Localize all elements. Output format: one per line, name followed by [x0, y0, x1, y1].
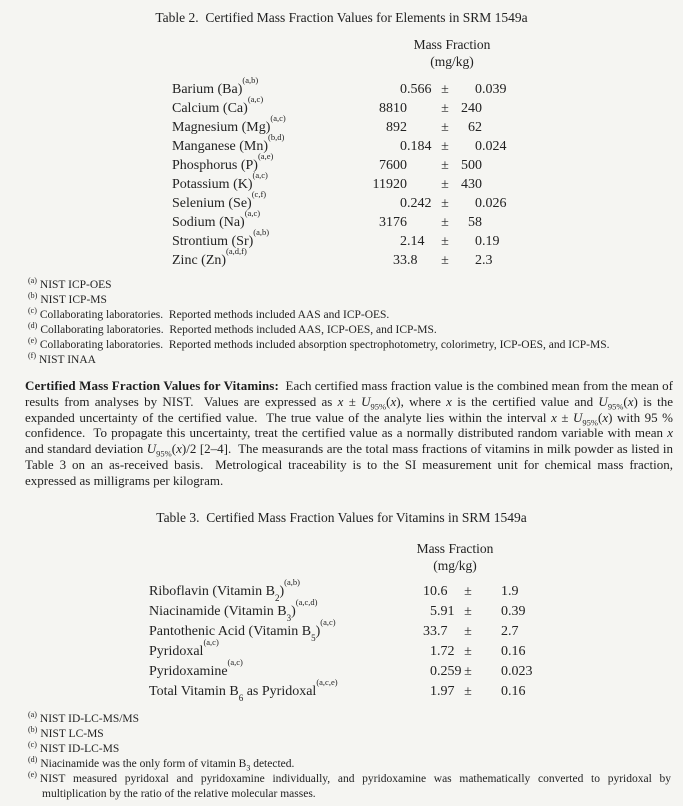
- table-row: [0, 208, 683, 232]
- table2-column-header: [367, 36, 537, 70]
- analyte-name: Pyridoxal$^{(a,c)}$: [149, 637, 219, 659]
- value-fraction-part: [407, 156, 435, 175]
- plus-minus-sign: ±: [441, 120, 449, 135]
- vitamins-paragraph: Certified Mass Fraction Values for Vitamins: Each certified mass fraction value is the combined mean from the mean of results from analyses by NIST. Values are expressed as $x \pm U_{95\%}(x)$, where x is the certified value and $U_{95\%}(x)$ is the expanded uncertainty of the certified value. The true value of the analyte lies within the interval $x \pm U_{95\%}(x)$ with 95 % confidence. To propagate this uncertainty, treat the certified value as a normally distributed random variable with mean x and standard deviation $U_{95\%}(x)/2$ [2–4]. The measurands are the total mass fractions of vitamins in milk powder as listed in Table 3 on an as-received basis. Metrological traceability is to the SI measurement unit for chemical mass fraction, expressed as milligrams per kilogram.: [25, 378, 677, 488]
- table3-rows: [0, 577, 683, 703]
- footnote-marker: (c): [28, 306, 37, 316]
- table-row: [0, 677, 683, 703]
- uncertainty-fraction-part: .16: [508, 644, 526, 659]
- uncertainty-fraction-part: .19: [482, 234, 500, 249]
- table-row: [0, 597, 683, 623]
- footnote: [28, 353, 671, 368]
- value-integer-part: 1: [430, 684, 437, 699]
- table-row: [0, 657, 683, 682]
- footnote-text: Collaborating laboratories. Reported methods included AAS, ICP-OES, and ICP-MS.: [40, 324, 437, 336]
- value-integer-part: 10: [423, 584, 437, 599]
- footnote: [28, 323, 671, 338]
- value-fraction-part: .6: [437, 584, 448, 599]
- plus-minus-sign: ±: [441, 158, 449, 173]
- value-integer-part: 33: [393, 253, 407, 268]
- footnote-text: Collaborating laboratories. Reported methods included absorption spectrophotometry, colorimetry, ICP-OES, and ICP-MS.: [39, 339, 610, 351]
- table3-footnotes: [0, 712, 683, 802]
- plus-minus-sign: ±: [441, 139, 449, 154]
- footnote-text: NIST ICP-MS: [40, 294, 107, 306]
- uncertainty-integer-part: 0: [501, 684, 508, 699]
- value-integer-part: 0: [400, 139, 407, 154]
- plus-minus-sign: ±: [464, 604, 472, 619]
- value-fraction-part: [407, 99, 435, 118]
- value-fraction-part: [407, 213, 435, 232]
- uncertainty-fraction-part: .39: [508, 604, 526, 619]
- footnote-text: Collaborating laboratories. Reported methods included AAS and ICP-OES.: [39, 309, 390, 321]
- uncertainty-integer-part: 0: [475, 234, 482, 249]
- value-fraction-part: .91: [437, 604, 455, 619]
- uncertainty-integer-part: 62: [468, 120, 482, 135]
- value-integer-part: 0: [400, 196, 407, 211]
- value-fraction-part: .242: [407, 196, 432, 211]
- value-integer-part: 0: [400, 82, 407, 97]
- plus-minus-sign: ±: [441, 196, 449, 211]
- table-row: [0, 617, 683, 643]
- value-fraction-part: .97: [437, 684, 455, 699]
- analyte-name: Potassium $(K)^{(a,c)}$: [172, 170, 268, 192]
- uncertainty-integer-part: 0: [501, 664, 508, 679]
- analyte-name: Selenium $(Se)^{(c,f)}$: [172, 189, 267, 211]
- value-fraction-part: .184: [407, 139, 432, 154]
- table2-footnotes: [0, 278, 683, 368]
- footnote-text: NIST ID-LC-MS: [39, 743, 120, 755]
- table3-column-header: [370, 540, 540, 574]
- value-fraction-part: .14: [407, 234, 425, 249]
- plus-minus-sign: ±: [441, 101, 449, 116]
- plus-minus-sign: ±: [441, 82, 449, 97]
- table-row: [0, 132, 683, 156]
- uncertainty-integer-part: 500: [461, 158, 482, 173]
- table3-header-line1: Mass Fraction: [416, 541, 494, 556]
- table-row: [0, 151, 683, 175]
- footnote-text: NIST ICP-OES: [39, 279, 112, 291]
- value-integer-part: 7600: [379, 158, 407, 173]
- table-row: [0, 75, 683, 99]
- uncertainty-integer-part: 0: [475, 139, 482, 154]
- analyte-name: Phosphorus $(P)^{(a,e)}$: [172, 151, 274, 173]
- plus-minus-sign: ±: [464, 624, 472, 639]
- uncertainty-fraction-part: [482, 118, 683, 137]
- analyte-name: Sodium $(Na)^{(a,c)}$: [172, 208, 261, 230]
- value-integer-part: 11920: [372, 177, 407, 192]
- table-row: [0, 246, 683, 270]
- footnote-marker: (f): [28, 351, 36, 361]
- footnote: [28, 742, 671, 757]
- uncertainty-fraction-part: [482, 99, 683, 118]
- footnote: [28, 727, 671, 742]
- table-row: [0, 113, 683, 137]
- footnote-marker: (a): [28, 710, 37, 720]
- uncertainty-integer-part: 430: [461, 177, 482, 192]
- footnote: [28, 293, 671, 308]
- analyte-name: Magnesium $(Mg)^{(a,c)}$: [172, 113, 286, 135]
- value-integer-part: 0: [430, 664, 437, 679]
- value-integer-part: 3176: [379, 215, 407, 230]
- value-fraction-part: .8: [407, 253, 418, 268]
- value-integer-part: 892: [386, 120, 407, 135]
- plus-minus-sign: ±: [464, 584, 472, 599]
- footnote-marker: (a): [28, 276, 37, 286]
- analyte-name: Strontium $(Sr)^{(a,b)}$: [172, 227, 270, 249]
- table-row: [0, 170, 683, 194]
- value-integer-part: 33: [423, 624, 437, 639]
- analyte-name: Zinc $(Zn)^{(a,d,f)}$: [172, 246, 247, 268]
- uncertainty-fraction-part: .9: [508, 584, 519, 599]
- value-fraction-part: .259: [437, 664, 462, 679]
- analyte-name: Niacinamide (Vitamin $B_3)^{(a,c,d)}$: [149, 597, 318, 623]
- footnote-marker: (b): [28, 291, 38, 301]
- plus-minus-sign: ±: [464, 644, 472, 659]
- value-fraction-part: .7: [437, 624, 448, 639]
- value-integer-part: 2: [400, 234, 407, 249]
- footnote-text: NIST measured pyridoxal and pyridoxamine individually, and pyridoxamine was mathematically converted to pyridoxal by multiplication by the ratio of the relative molecular masses.: [39, 773, 674, 800]
- uncertainty-integer-part: 0: [501, 644, 508, 659]
- footnote-marker: (c): [28, 740, 37, 750]
- table3-header-line2: (mg/kg): [433, 558, 477, 573]
- uncertainty-integer-part: 58: [468, 215, 482, 230]
- value-fraction-part: [407, 175, 435, 194]
- footnote-text: Niacinamide was the only form of vitamin $B_3$ detected.: [40, 758, 295, 773]
- footnote: [28, 308, 671, 323]
- uncertainty-fraction-part: .026: [482, 196, 507, 211]
- table2-rows: [0, 75, 683, 270]
- analyte-name: Pantothenic Acid (Vitamin $B_5)^{(a,c)}$: [149, 617, 336, 643]
- plus-minus-sign: ±: [441, 215, 449, 230]
- footnote-marker: (e): [28, 336, 37, 346]
- footnote-text: NIST ID-LC-MS/MS: [39, 713, 140, 725]
- plus-minus-sign: ±: [464, 664, 472, 679]
- footnote-marker: (d): [28, 755, 38, 765]
- uncertainty-fraction-part: .3: [482, 253, 493, 268]
- uncertainty-fraction-part: .023: [508, 664, 533, 679]
- uncertainty-fraction-part: .7: [508, 624, 519, 639]
- value-fraction-part: .566: [407, 82, 432, 97]
- uncertainty-fraction-part: .039: [482, 82, 507, 97]
- uncertainty-integer-part: 0: [475, 82, 482, 97]
- analyte-name: Total Vitamin $B_6$ as Pyridoxal$^{(a,c,e)}$: [149, 677, 338, 703]
- value-fraction-part: [407, 118, 435, 137]
- uncertainty-fraction-part: .024: [482, 139, 507, 154]
- footnote: [28, 770, 674, 802]
- uncertainty-integer-part: 0: [475, 196, 482, 211]
- analyte-name: Calcium $(Ca)^{(a,c)}$: [172, 94, 264, 116]
- table2-header-line1: Mass Fraction: [413, 37, 491, 52]
- footnote-text: NIST INAA: [39, 354, 96, 366]
- analyte-name: Barium $(Ba)^{(a,b)}$: [172, 75, 259, 97]
- value-integer-part: 8810: [379, 101, 407, 116]
- table-row: [0, 227, 683, 251]
- plus-minus-sign: ±: [464, 684, 472, 699]
- footnote: [28, 278, 671, 293]
- uncertainty-integer-part: 1: [501, 584, 508, 599]
- plus-minus-sign: ±: [441, 177, 449, 192]
- uncertainty-fraction-part: [482, 156, 683, 175]
- plus-minus-sign: ±: [441, 234, 449, 249]
- footnote: [28, 338, 671, 353]
- value-integer-part: 1: [430, 644, 437, 659]
- footnote: [28, 712, 671, 727]
- uncertainty-fraction-part: [482, 175, 683, 194]
- uncertainty-integer-part: 0: [501, 604, 508, 619]
- uncertainty-fraction-part: [482, 213, 683, 232]
- analyte-name: Riboflavin (Vitamin $B_2)^{(a,b)}$: [149, 577, 300, 603]
- footnote-marker: (e): [28, 770, 37, 780]
- uncertainty-fraction-part: .16: [508, 684, 526, 699]
- footnote-marker: (d): [28, 321, 38, 331]
- footnote-marker: (b): [28, 725, 38, 735]
- table-row: [0, 577, 683, 603]
- uncertainty-integer-part: 2: [501, 624, 508, 639]
- plus-minus-sign: ±: [441, 253, 449, 268]
- analyte-name: Pyridoxamine$^{(a,c)}$: [149, 657, 243, 679]
- table3-title: Table 3. Certified Mass Fraction Values for Vitamins in SRM 1549a: [156, 510, 527, 525]
- table2-header-line2: (mg/kg): [430, 54, 474, 69]
- table-row: [0, 94, 683, 118]
- table-row: [0, 189, 683, 213]
- footnote: [28, 757, 671, 772]
- value-fraction-part: .72: [437, 644, 455, 659]
- value-integer-part: 5: [430, 604, 437, 619]
- analyte-name: Manganese $(Mn)^{(b,d)}$: [172, 132, 285, 154]
- table-row: [0, 637, 683, 662]
- uncertainty-integer-part: 240: [461, 101, 482, 116]
- uncertainty-integer-part: 2: [475, 253, 482, 268]
- table2-title: Table 2. Certified Mass Fraction Values for Elements in SRM 1549a: [155, 10, 528, 25]
- footnote-text: NIST LC-MS: [40, 728, 104, 740]
